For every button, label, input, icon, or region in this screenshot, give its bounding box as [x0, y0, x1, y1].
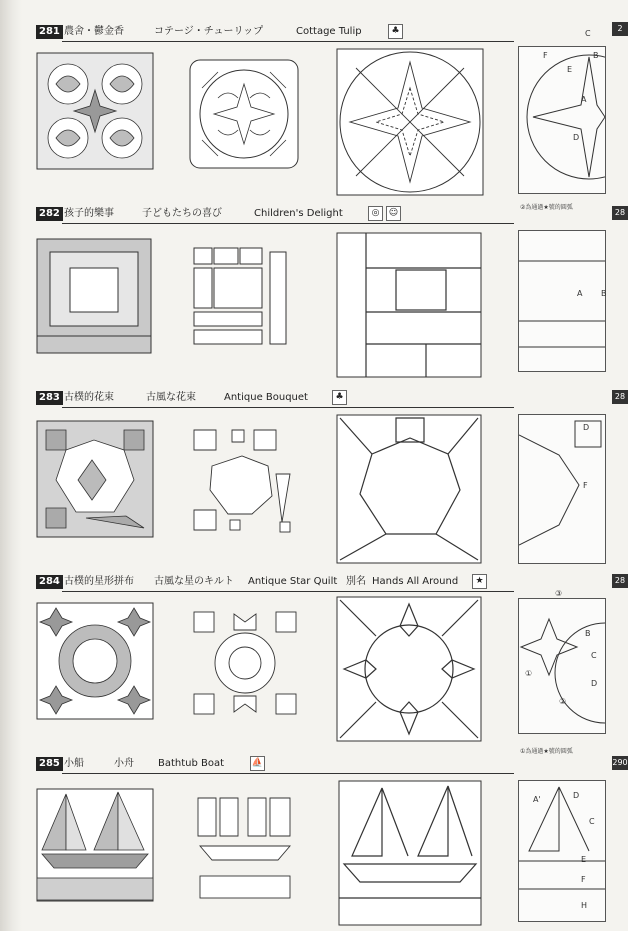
pattern-number: 281 — [36, 25, 63, 39]
block-colored — [36, 238, 152, 354]
alias-label: 別名 — [346, 576, 366, 587]
block-colored — [36, 788, 154, 902]
label-letter: F — [583, 481, 588, 490]
next-page-template-1 — [518, 29, 606, 194]
next-page-template-3 — [518, 414, 606, 564]
pattern-number: 283 — [36, 391, 63, 405]
label-letter: E — [567, 65, 573, 74]
label-letter: H — [581, 901, 588, 910]
template-caption: ①為通過★號的圓弧 — [520, 748, 573, 755]
block-colored — [36, 602, 154, 720]
page-edge-tab: 28 — [612, 390, 628, 404]
label-letter: D — [573, 133, 580, 142]
label-letter: D — [573, 791, 580, 800]
title-en: Antique Star Quilt — [248, 576, 338, 587]
title-jp: コテージ・チューリップ — [154, 26, 264, 37]
template-fragment — [519, 415, 605, 563]
boat-icon: ⛵ — [250, 756, 265, 771]
title-jp: 古風な星のキルト — [154, 576, 234, 587]
face-icon: ☺ — [386, 206, 401, 221]
template-diagram — [336, 596, 482, 742]
pattern-number: 285 — [36, 757, 63, 771]
block-colored — [36, 420, 154, 538]
section-header — [36, 574, 486, 592]
next-page-template-5 — [518, 780, 606, 922]
section-header — [36, 390, 486, 408]
template-fragment — [519, 231, 605, 371]
title-zh: 小船 — [64, 758, 84, 769]
template-fragment — [519, 47, 605, 193]
header-rule — [62, 223, 514, 224]
title-en: Antique Bouquet — [224, 392, 308, 403]
pattern-number: 284 — [36, 575, 63, 589]
template-diagram — [336, 232, 482, 378]
pattern-number: 282 — [36, 207, 63, 221]
title-jp: 古風な花束 — [146, 392, 196, 403]
section-header — [36, 206, 486, 224]
section-header — [36, 24, 486, 42]
header-rule — [62, 591, 514, 592]
label-letter: D — [591, 679, 598, 688]
label-letter: A' — [533, 795, 541, 804]
template-diagram — [336, 48, 484, 196]
page-edge-tab: 2 — [612, 22, 628, 36]
alias-name: Hands All Around — [372, 576, 459, 587]
block-outline — [196, 796, 294, 902]
page-edge-tab: 28 — [612, 206, 628, 220]
template-diagram — [336, 414, 482, 564]
block-outline — [192, 610, 298, 716]
label-letter: C — [585, 29, 591, 38]
label-letter: C — [591, 651, 597, 660]
page-gutter — [0, 0, 22, 931]
title-jp: 子どもたちの喜び — [142, 208, 222, 219]
label-letter: A — [577, 289, 583, 298]
block-outline — [192, 426, 302, 538]
next-page-template-4 — [518, 589, 606, 734]
section-header — [36, 756, 486, 774]
spiral-icon: ◎ — [368, 206, 383, 221]
label-letter: C — [589, 817, 595, 826]
title-zh: 古樸的星形拼布 — [64, 576, 134, 587]
title-en: Cottage Tulip — [296, 26, 362, 37]
label-letter: ③ — [555, 589, 563, 598]
label-letter: B — [593, 51, 599, 60]
label-letter: ① — [525, 669, 533, 678]
template-fragment — [519, 781, 605, 921]
template-fragment — [519, 599, 605, 733]
block-outline — [192, 246, 292, 346]
header-rule — [62, 407, 514, 408]
template-diagram — [338, 780, 482, 926]
label-letter: D — [583, 423, 590, 432]
label-letter: F — [581, 875, 586, 884]
tree-icon: ♣ — [388, 24, 403, 39]
block-outline — [188, 58, 300, 170]
label-letter: A — [581, 95, 587, 104]
label-letter: F — [543, 51, 548, 60]
title-zh: 古樸的花束 — [64, 392, 114, 403]
label-letter: B — [601, 289, 607, 298]
template-caption: ②為通過★號的圓弧 — [520, 204, 573, 211]
title-jp: 小舟 — [114, 758, 134, 769]
title-zh: 農舍・鬱金香 — [64, 26, 124, 37]
title-zh: 孩子的樂事 — [64, 208, 114, 219]
page-edge-tab: 28 — [612, 574, 628, 588]
label-letter: B — [585, 629, 591, 638]
title-en: Children's Delight — [254, 208, 343, 219]
header-rule — [62, 41, 514, 42]
block-colored — [36, 52, 154, 170]
next-page-template-2 — [518, 230, 606, 372]
star-icon: ★ — [472, 574, 487, 589]
title-en: Bathtub Boat — [158, 758, 225, 769]
label-letter: ② — [559, 697, 567, 706]
label-letter: E — [581, 855, 587, 864]
tree-icon: ♣ — [332, 390, 347, 405]
page-edge-tab: 290 — [612, 756, 628, 770]
header-rule — [62, 773, 514, 774]
